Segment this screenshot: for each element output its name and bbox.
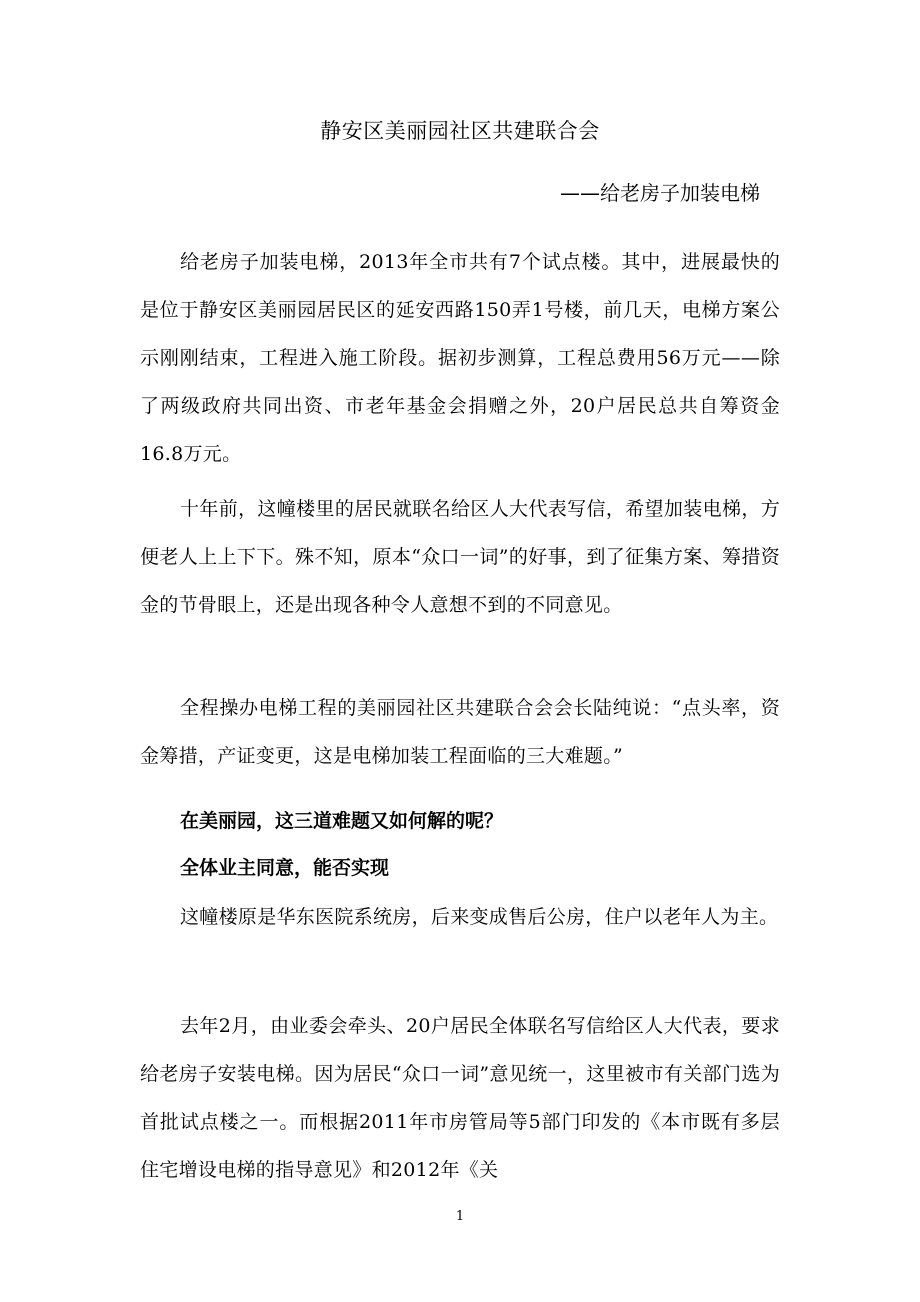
paragraph-petition: 去年2月，由业委会牵头、20户居民全体联名写信给区人大代表，要求给老房子安装电梯。因为居民“众口一词”意见统一，这里被市有关部门选为首批试点楼之一。而根据2011年市房管局等5部门印发的《本市既有多层住宅增设电梯的指导意见》和2012年《关: [140, 1015, 780, 1181]
paragraph-intro: 给老房子加装电梯，2013年全市共有7个试点楼。其中，进展最快的是位于静安区美丽园居民区的延安西路150弄1号楼，前几天，电梯方案公示刚刚结束，工程进入施工阶段。据初步测算，工程总费用56万元——除了两级政府共同出资、市老年基金会捐赠之外，20户居民总共自筹资金16.8万元。: [140, 251, 780, 465]
paragraph-housing: 这幢楼原是华东医院系统房，后来变成售后公房，住户以老年人为主。: [180, 906, 779, 928]
page-number: 1: [455, 1209, 465, 1224]
paragraph-quote: 全程操办电梯工程的美丽园社区共建联合会会长陆纯说：“点头率，资金筹措，产证变更，这是电梯加装工程面临的三大难题。”: [140, 697, 780, 767]
document-subtitle: ——给老房子加装电梯: [560, 181, 760, 205]
document-title: 静安区美丽园社区共建联合会: [320, 119, 600, 143]
paragraph-background: 十年前，这幢楼里的居民就联名给区人大代表写信，希望加装电梯，方便老人上上下下。殊不知，原本“众口一词”的好事，到了征集方案、筹措资金的节骨眼上，还是出现各种令人意想不到的不同意见。: [140, 498, 780, 616]
question-heading: 在美丽园，这三道难题又如何解的呢？: [180, 810, 504, 832]
section-heading: 全体业主同意，能否实现: [180, 857, 390, 879]
